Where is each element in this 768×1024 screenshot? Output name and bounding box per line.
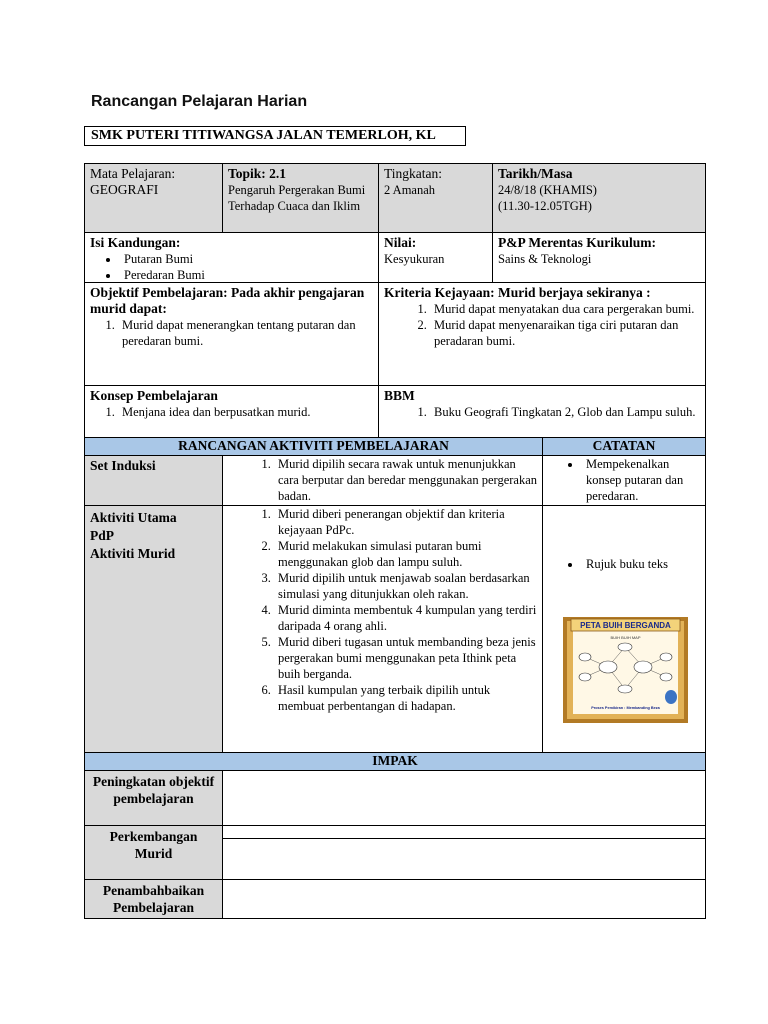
topic-value: Pengaruh Pergerakan Bumi Terhadap Cuaca dan Iklim — [228, 183, 366, 213]
main-activity-label: Aktiviti Utama — [90, 510, 177, 525]
bbm-label: BBM — [384, 388, 415, 403]
criteria-item: 2. Murid dapat menyenaraikan tiga ciri putaran dan peradaran bumi. — [430, 317, 700, 349]
set-induction-note: • Mempekenalkan konsep putaran dan peredaran. — [582, 456, 700, 504]
impact-objective-field[interactable] — [222, 770, 706, 826]
subject-value: GEOGRAFI — [90, 182, 159, 197]
cross-curriculum-label: P&P Merentas Kurikulum: — [498, 235, 656, 250]
set-induction-list — [228, 456, 537, 504]
objectives-cell — [84, 282, 379, 386]
main-activity-note-list — [548, 556, 700, 572]
map-subtitle: BUIH BUIH MAP — [610, 635, 641, 640]
bbm-list — [384, 404, 700, 420]
content-item: • Putaran Bumi — [120, 251, 373, 267]
cartoon-figure — [665, 690, 677, 704]
date-value: 24/8/18 (KHAMIS) — [498, 183, 597, 197]
pdp-label: PdP — [90, 528, 115, 543]
impact-improvement-label: Penambahbaikan Pembelajaran — [84, 879, 223, 919]
school-name-box: SMK PUTERI TITIWANGSA JALAN TEMERLOH, KL — [84, 126, 466, 146]
bbm-item: 1. Buku Geografi Tingkatan 2, Glob dan Lampu suluh. — [430, 404, 700, 420]
level-label: Tingkatan: — [384, 166, 443, 181]
activity-header: RANCANGAN AKTIVITI PEMBELAJARAN — [84, 437, 543, 456]
objectives-label: Objektif Pembelajaran: Pada akhir pengajaran murid dapat: — [90, 285, 365, 316]
content-list — [90, 251, 373, 283]
level-value: 2 Amanah — [384, 183, 436, 197]
set-induction-label: Set Induksi — [90, 458, 156, 473]
main-activity-item: 1. Murid diberi penerangan objektif dan kriteria kejayaan PdPc. — [274, 506, 537, 538]
main-activity-cell — [222, 505, 543, 753]
notes-header: CATATAN — [542, 437, 706, 456]
impact-header: IMPAK — [84, 752, 706, 771]
criteria-label: Kriteria Kejayaan: Murid berjaya sekiranya : — [384, 285, 651, 300]
criteria-list — [384, 301, 700, 349]
impact-development-label: Perkembangan Murid — [84, 825, 223, 880]
set-induction-item: 1. Murid dipilih secara rawak untuk menunjukkan cara berputar dan beredar menggunakan pergerakan badan. — [274, 456, 537, 504]
main-activity-item: 5. Murid diberi tugasan untuk membanding beza jenis pergerakan bumi menggunakan peta Ithink peta buih berganda. — [274, 634, 537, 682]
value-cell — [378, 232, 493, 283]
content-cell — [84, 232, 379, 283]
concept-list — [90, 404, 373, 420]
concept-item: 1. Menjana idea dan berpusatkan murid. — [118, 404, 373, 420]
bbm-cell — [378, 385, 706, 438]
map-caption: Proses Pemikiran : Membanding Beza — [591, 706, 660, 710]
criteria-item: 1. Murid dapat menyatakan dua cara pergerakan bumi. — [430, 301, 700, 317]
document-title: Rancangan Pelajaran Harian — [91, 93, 308, 110]
main-activity-list — [228, 506, 537, 714]
topic-label: Topik: 2.1 — [228, 166, 287, 181]
concept-cell — [84, 385, 379, 438]
time-value: (11.30-12.05TGH) — [498, 199, 592, 213]
criteria-cell — [378, 282, 706, 386]
set-induction-cell — [222, 455, 543, 506]
main-activity-item: 6. Hasil kumpulan yang terbaik dipilih untuk membuat perbentangan di hadapan. — [274, 682, 537, 714]
topic-cell — [222, 163, 379, 233]
value-label: Nilai: — [384, 235, 417, 250]
cross-curriculum-text: Sains & Teknologi — [498, 252, 592, 266]
impact-development-field-1[interactable] — [222, 825, 706, 839]
objectives-list — [90, 317, 373, 349]
main-activity-item: 4. Murid diminta membentuk 4 kumpulan yang terdiri daripada 4 orang ahli. — [274, 602, 537, 634]
main-activity-item: 2. Murid melakukan simulasi putaran bumi menggunakan glob dan lampu suluh. — [274, 538, 537, 570]
set-induction-label-cell — [84, 455, 223, 506]
double-bubble-map-image — [563, 617, 688, 723]
subject-label: Mata Pelajaran: — [90, 166, 176, 181]
content-label: Isi Kandungan: — [90, 235, 181, 250]
impact-improvement-field[interactable] — [222, 879, 706, 919]
impact-development-field-2[interactable] — [222, 838, 706, 880]
map-title: PETA BUIH BERGANDA — [580, 621, 671, 630]
main-activity-note: • Rujuk buku teks — [582, 556, 700, 572]
content-item: • Peredaran Bumi — [120, 267, 373, 283]
level-cell — [378, 163, 493, 233]
impact-objective-label: Peningkatan objektif pembelajaran — [84, 770, 223, 826]
main-activity-label-cell — [84, 505, 223, 753]
subject-cell — [84, 163, 223, 233]
date-cell — [492, 163, 706, 233]
concept-label: Konsep Pembelajaran — [90, 388, 218, 403]
student-activity-label: Aktiviti Murid — [90, 546, 176, 561]
cross-curriculum-cell — [492, 232, 706, 283]
value-text: Kesyukuran — [384, 252, 445, 266]
main-activity-item: 3. Murid dipilih untuk menjawab soalan berdasarkan simulasi yang ditunjukkan oleh rakan. — [274, 570, 537, 602]
set-induction-note-list — [548, 456, 700, 504]
date-label: Tarikh/Masa — [498, 166, 573, 181]
objective-item: 1. Murid dapat menerangkan tentang putaran dan peredaran bumi. — [118, 317, 373, 349]
set-induction-note-cell — [542, 455, 706, 506]
